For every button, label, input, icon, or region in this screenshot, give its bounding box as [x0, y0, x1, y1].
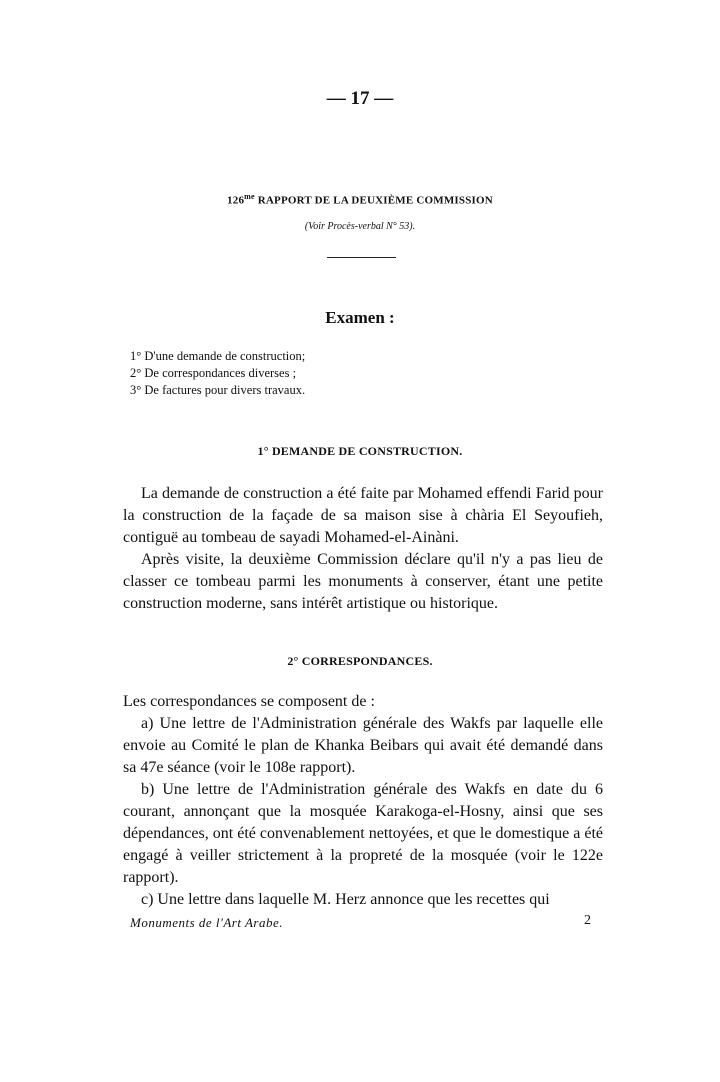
divider-rule	[327, 257, 396, 258]
examen-heading: Examen :	[325, 308, 395, 327]
report-subtitle: (Voir Procès-verbal N° 53).	[304, 221, 416, 232]
section-heading-construction: 1° DEMANDE DE CONSTRUCTION.	[257, 444, 463, 458]
page-number: — 17 —	[326, 88, 394, 109]
paragraph: Après visite, la deuxième Commission déclare qu'il n'y a pas lieu de classer ce tombeau parmi les monuments à conserver, étant une petite construction moderne, sans intérêt artistique ou historique.	[123, 551, 603, 612]
footer-title: Monuments de l'Art Arabe.	[130, 915, 283, 930]
paragraph-intro: Les correspondances se composent de :	[123, 693, 375, 710]
section-body-correspondances	[123, 691, 603, 911]
agenda-list	[130, 348, 305, 399]
agenda-item: 2° De correspondances diverses ;	[130, 366, 297, 380]
list-item: b) Une lettre de l'Administration générale des Wakfs en date du 6 courant, annonçant que la mosquée Karakoga-el-Hosny, ainsi que ses dépendances, ont été convenablement nettoyées, et que le domestique a été engagé à veiller strictement à la propreté de la mosquée (voir le 122e rapport).	[123, 781, 603, 886]
section-heading-correspondances: 2° CORRESPONDANCES.	[287, 654, 433, 668]
report-title	[0, 192, 720, 207]
report-title-text: RAPPORT DE LA DEUXIÈME COMMISSION	[257, 194, 493, 207]
section-body-construction	[123, 483, 603, 615]
list-item: c) Une lettre dans laquelle M. Herz annonce que les recettes qui	[141, 891, 550, 908]
report-number-suffix: me	[244, 192, 255, 201]
report-number: 126	[227, 194, 245, 207]
paragraph: La demande de construction a été faite par Mohamed effendi Farid pour la construction de la façade de sa maison sise à chària El Seyoufieh, contiguë au tombeau de sayadi Mohamed-el-Ainàni.	[123, 485, 603, 546]
agenda-item: 1° D'une demande de construction;	[130, 349, 306, 363]
agenda-item: 3° De factures pour divers travaux.	[130, 383, 306, 397]
sheet-number: 2	[584, 913, 591, 928]
list-item: a) Une lettre de l'Administration générale des Wakfs par laquelle elle envoie au Comité le plan de Khanka Beibars qui avait été demandé dans sa 47e séance (voir le 108e rapport).	[123, 715, 603, 776]
